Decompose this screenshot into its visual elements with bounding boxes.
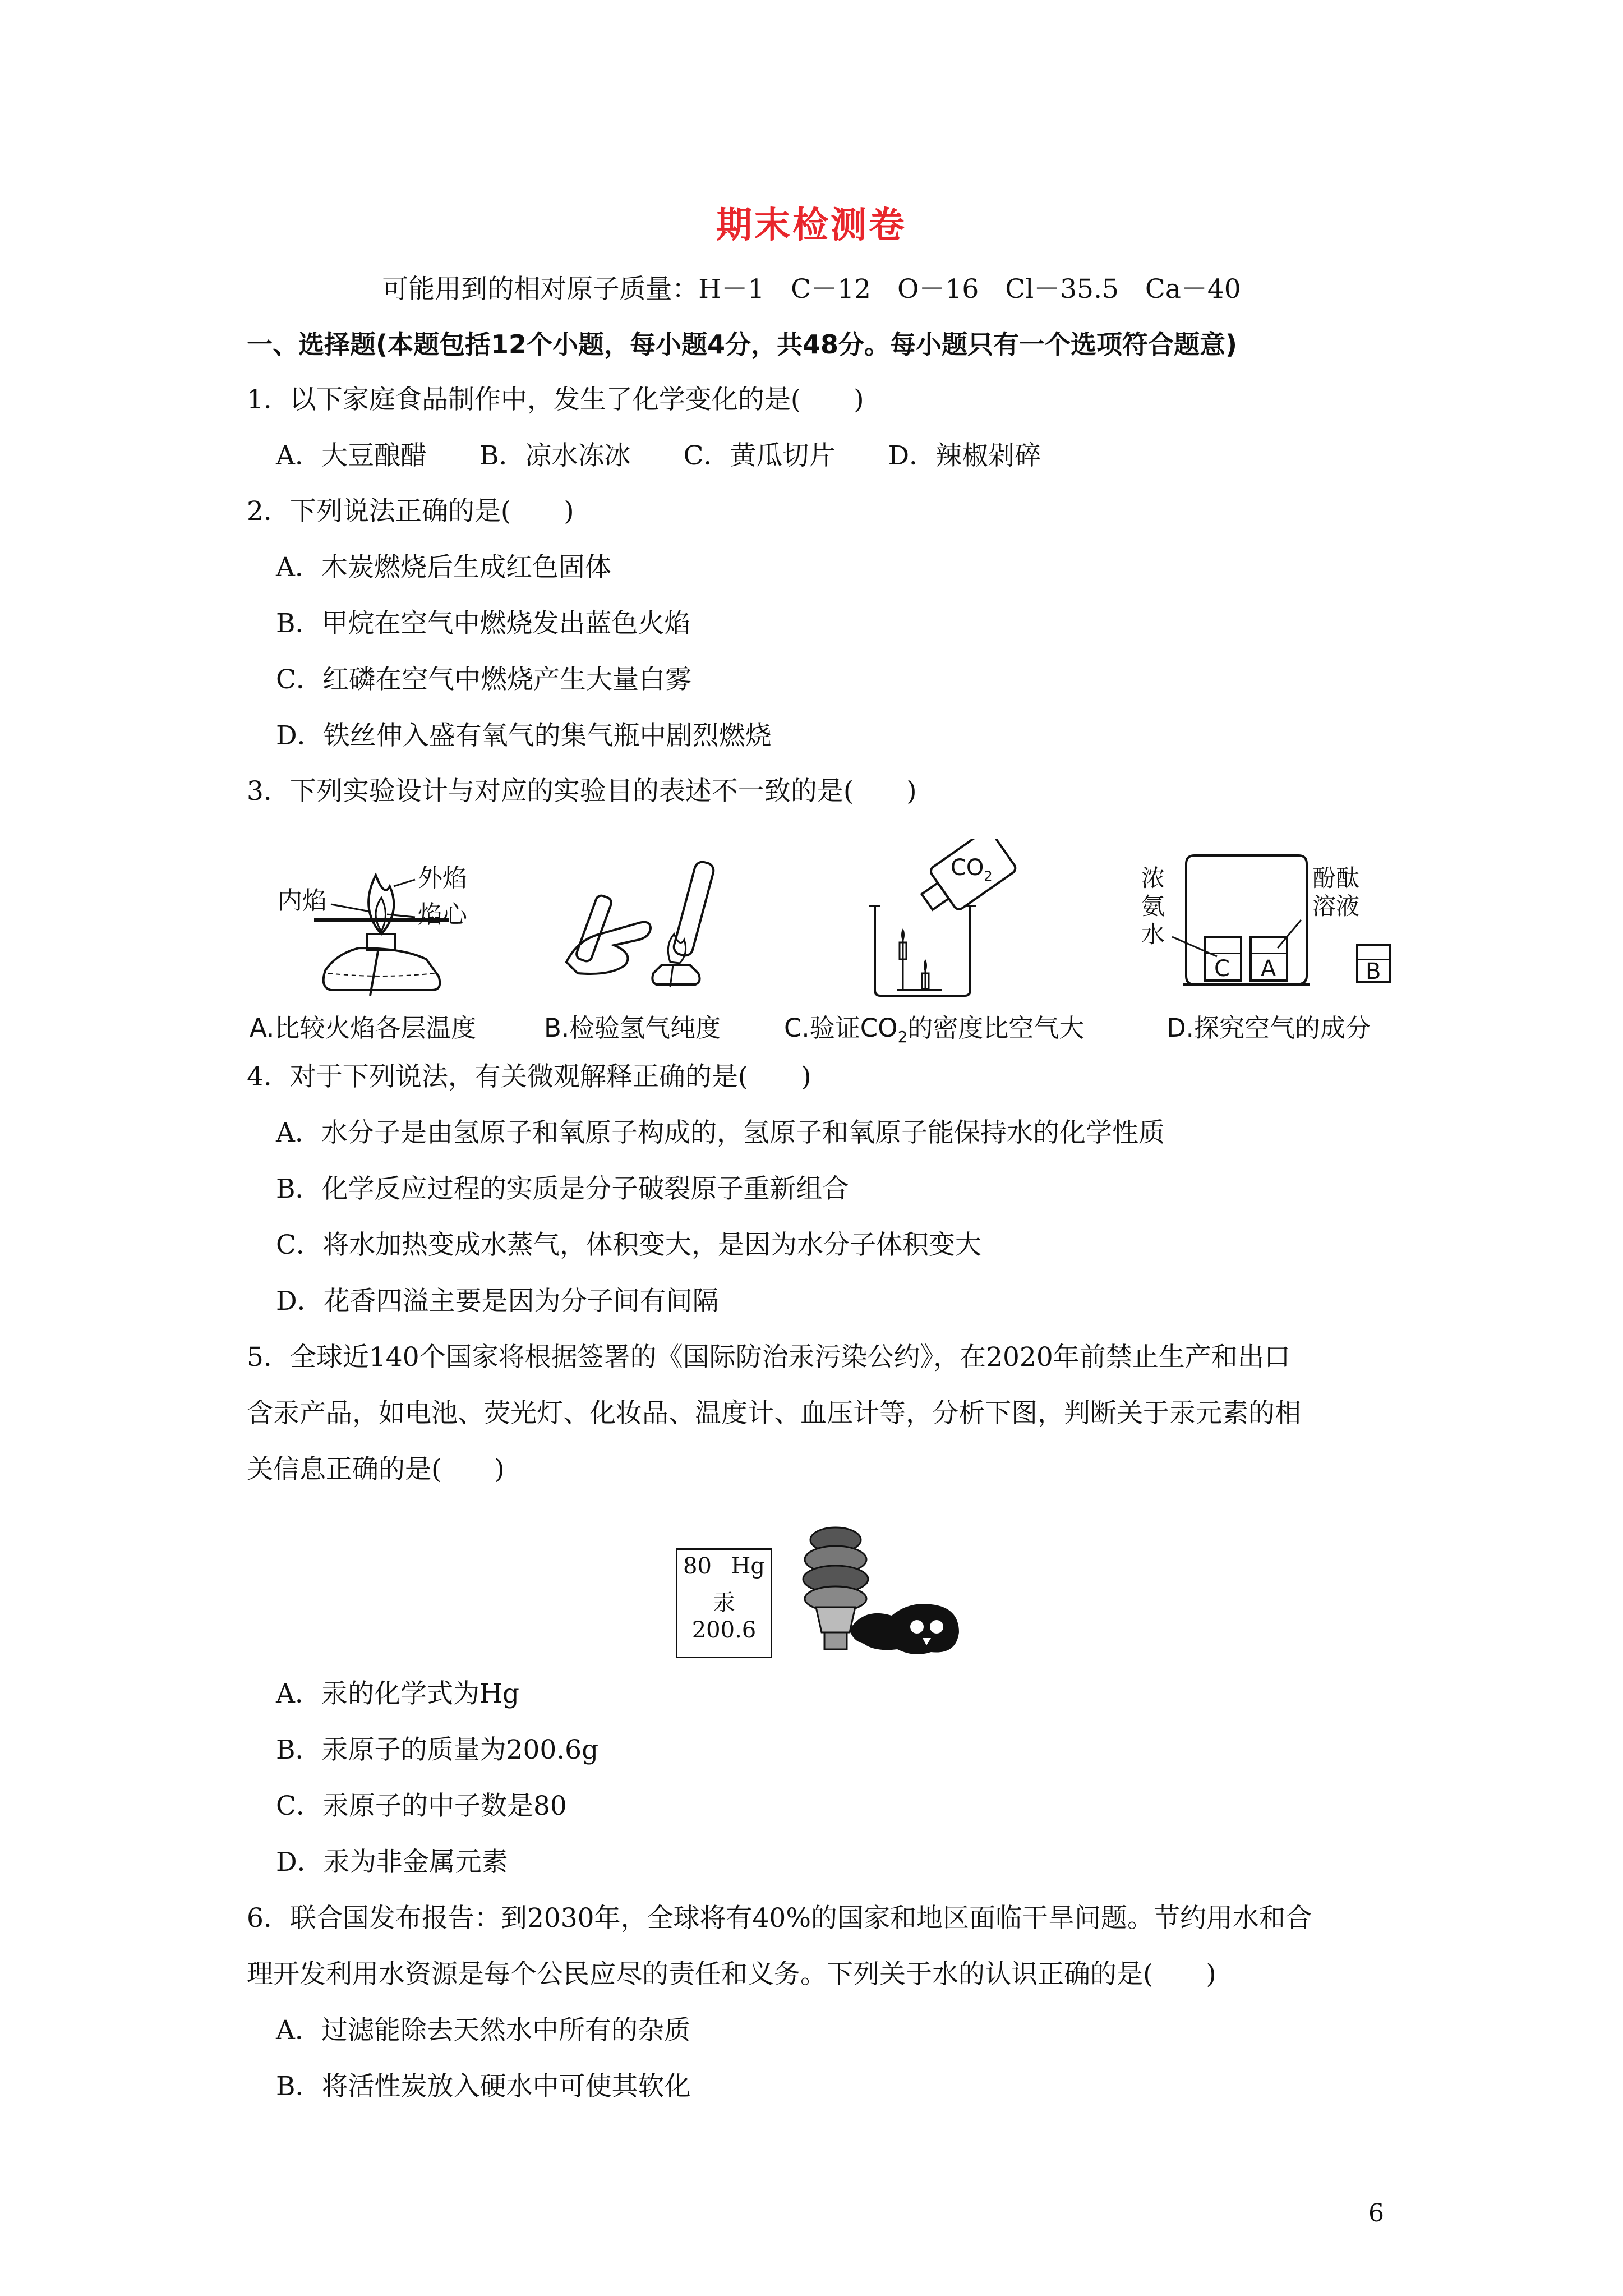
q2-stem: 2．下列说法正确的是( ) (247, 496, 574, 527)
label-co2-sub: 2 (984, 868, 993, 884)
q5-line2: 含汞产品，如电池、荧光灯、化妆品、温度计、血压计等，分析下图，判断关于汞元素的相 (247, 1398, 1301, 1429)
label-beaker-a: A (1261, 956, 1276, 982)
q2-option-b: B．甲烷在空气中燃烧发出蓝色火焰 (276, 608, 691, 639)
label-ammonia-1: 浓 (1141, 864, 1165, 892)
q4-option-a: A．水分子是由氢原子和氧原子构成的，氢原子和氧原子能保持水的化学性质 (276, 1117, 1165, 1148)
periodic-table-cell (676, 1548, 772, 1658)
caption-c-post: 的密度比空气大 (907, 1013, 1085, 1043)
q6-option-a: A．过滤能除去天然水中所有的杂质 (276, 2015, 690, 2046)
q2-option-a: A．木炭燃烧后生成红色固体 (276, 552, 611, 583)
q6-option-b: B．将活性炭放入硬水中可使其软化 (276, 2071, 691, 2102)
element-symbol: Hg (731, 1553, 765, 1579)
q1-stem: 1．以下家庭食品制作中，发生了化学变化的是( ) (247, 384, 864, 415)
element-name: 汞 (713, 1590, 735, 1616)
element-number: 80 (683, 1553, 712, 1579)
q6-line1: 6．联合国发布报告：到2030年，全球将有40%的国家和地区面临干旱问题。节约用水和合 (247, 1903, 1312, 1934)
caption-d: D.探究空气的成分 (1166, 1013, 1371, 1043)
q5-line1: 5．全球近140个国家将根据签署的《国际防治汞污染公约》，在2020年前禁止生产和出口 (247, 1342, 1290, 1373)
q5-option-a: A．汞的化学式为Hg (276, 1678, 520, 1709)
caption-b: B.检验氢气纯度 (544, 1013, 721, 1043)
q2-option-c: C．红磷在空气中燃烧产生大量白雾 (276, 664, 691, 695)
caption-c-pre: C.验证CO (784, 1013, 898, 1043)
svg-text:CO2 (951, 855, 993, 884)
figure-a-alcohol-lamp (264, 858, 499, 999)
q5-option-d: D．汞为非金属元素 (276, 1847, 508, 1878)
label-ammonia-3: 水 (1141, 921, 1165, 948)
q5-option-c: C．汞原子的中子数是80 (276, 1791, 567, 1821)
fluorescent-bulb-image (796, 1517, 976, 1658)
q3-stem: 3．下列实验设计与对应的实验目的表述不一致的是( ) (247, 776, 917, 807)
q2-option-d: D．铁丝伸入盛有氧气的集气瓶中剧烈燃烧 (276, 720, 772, 751)
label-ammonia-2: 氨 (1141, 892, 1165, 920)
figure-c-co2-density (852, 839, 1054, 1001)
label-phenol-1: 酚酞 (1312, 864, 1360, 892)
page-title: 期末检测卷 (716, 205, 907, 246)
caption-c-sub: 2 (897, 1028, 908, 1046)
caption-c (784, 1007, 1084, 1046)
label-beaker-b: B (1366, 959, 1381, 984)
section-heading: 一、选择题(本题包括12个小题，每小题4分，共48分。每小题只有一个选项符合题意) (247, 329, 1238, 360)
q5-option-b: B．汞原子的质量为200.6g (276, 1734, 599, 1765)
q6-line2: 理开发利用水资源是每个公民应尽的责任和义务。下列关于水的认识正确的是( ) (247, 1959, 1216, 1990)
label-co2: CO (951, 855, 984, 881)
label-flame-core: 焰心 (418, 900, 467, 929)
label-inner-flame: 内焰 (278, 886, 327, 915)
figure-b-hydrogen-test (555, 855, 735, 996)
figure-d-air-composition (1133, 853, 1402, 999)
label-outer-flame: 外焰 (418, 864, 467, 892)
q1-options: A．大豆酿醋 B．凉水冻冰 C．黄瓜切片 D．辣椒剁碎 (276, 440, 1041, 471)
q4-stem: 4．对于下列说法，有关微观解释正确的是( ) (247, 1061, 811, 1092)
q4-option-c: C．将水加热变成水蒸气，体积变大，是因为水分子体积变大 (276, 1230, 981, 1260)
page-number: 6 (1368, 2199, 1384, 2228)
label-phenol-2: 溶液 (1312, 892, 1360, 920)
element-mass: 200.6 (691, 1617, 757, 1643)
label-beaker-c: C (1214, 956, 1230, 982)
atomic-masses: 可能用到的相对原子质量：H－1 C－12 O－16 Cl－35.5 Ca－40 (382, 274, 1241, 305)
caption-a: A.比较火焰各层温度 (250, 1013, 477, 1043)
q5-line3: 关信息正确的是( ) (247, 1454, 505, 1485)
q4-option-d: D．花香四溢主要是因为分子间有间隔 (276, 1286, 719, 1317)
q4-option-b: B．化学反应过程的实质是分子破裂原子重新组合 (276, 1174, 849, 1204)
